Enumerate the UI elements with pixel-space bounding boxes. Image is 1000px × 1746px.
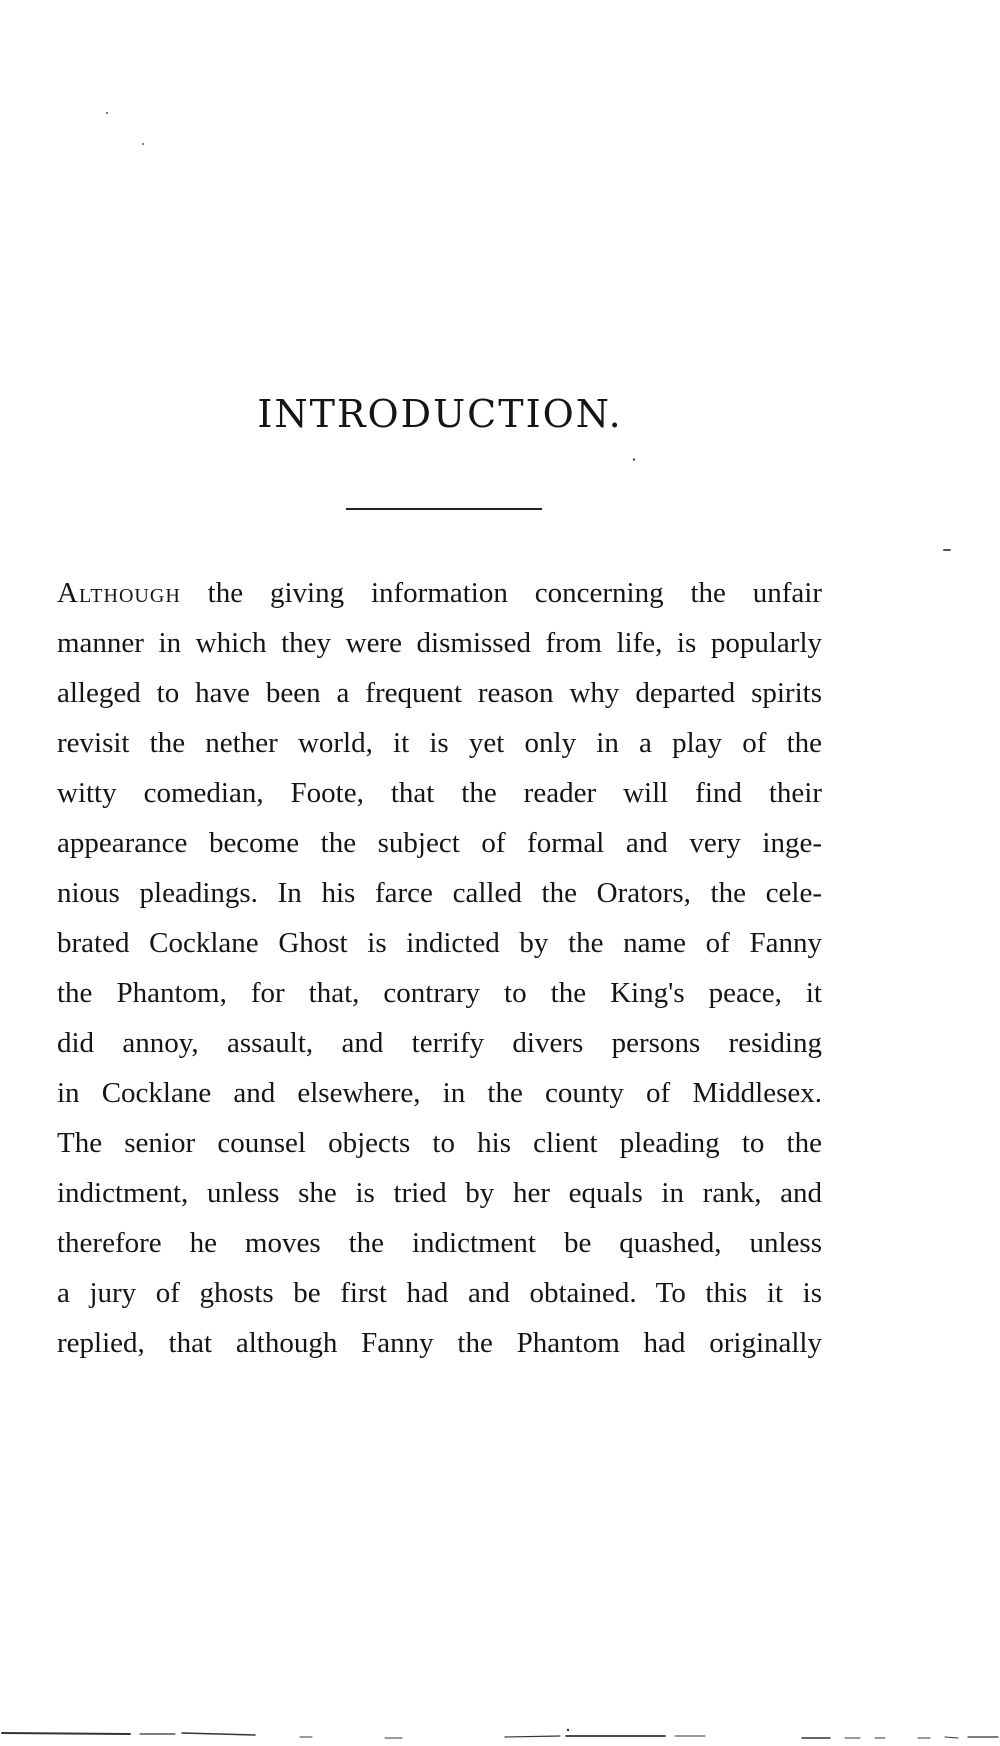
scan-speck xyxy=(633,458,635,461)
heading-rule xyxy=(346,508,542,510)
scan-edge-artifacts xyxy=(0,1728,1000,1746)
text-line: therefore he moves the indictment be quashed, unless xyxy=(57,1227,822,1259)
text-line: did annoy, assault, and terrify divers persons residing xyxy=(57,1027,822,1059)
chapter-heading: INTRODUCTION. xyxy=(257,392,623,436)
text-line: revisit the nether world, it is yet only in a play of the xyxy=(57,727,822,759)
text-line: The senior counsel objects to his client pleading to the xyxy=(57,1127,822,1159)
text-line: nious pleadings. In his farce called the Orators, the cele- xyxy=(57,877,822,909)
scan-edge-artifacts-svg xyxy=(0,1728,1000,1746)
text-line: replied, that although Fanny the Phantom had originally xyxy=(57,1327,822,1359)
scan-speck xyxy=(106,112,108,114)
scan-speck xyxy=(943,549,951,551)
text-line: brated Cocklane Ghost is indicted by the name of Fanny xyxy=(57,927,822,959)
text-line: indictment, unless she is tried by her equals in rank, and xyxy=(57,1177,822,1209)
text-line: witty comedian, Foote, that the reader will find their xyxy=(57,777,822,809)
text-line: in Cocklane and elsewhere, in the county of Middlesex. xyxy=(57,1077,822,1109)
body-paragraph xyxy=(57,568,822,1368)
scan-speck xyxy=(142,143,144,145)
opening-word: Although xyxy=(57,577,181,609)
text-line: Although the giving information concerning the unfair xyxy=(57,577,822,609)
text-line: alleged to have been a frequent reason why departed spirits xyxy=(57,677,822,709)
text-line: appearance become the subject of formal and very inge- xyxy=(57,827,822,859)
text-line: a jury of ghosts be first had and obtained. To this it is xyxy=(57,1277,822,1309)
text-line: manner in which they were dismissed from life, is popularly xyxy=(57,627,822,659)
text-line: the Phantom, for that, contrary to the King's peace, it xyxy=(57,977,822,1009)
